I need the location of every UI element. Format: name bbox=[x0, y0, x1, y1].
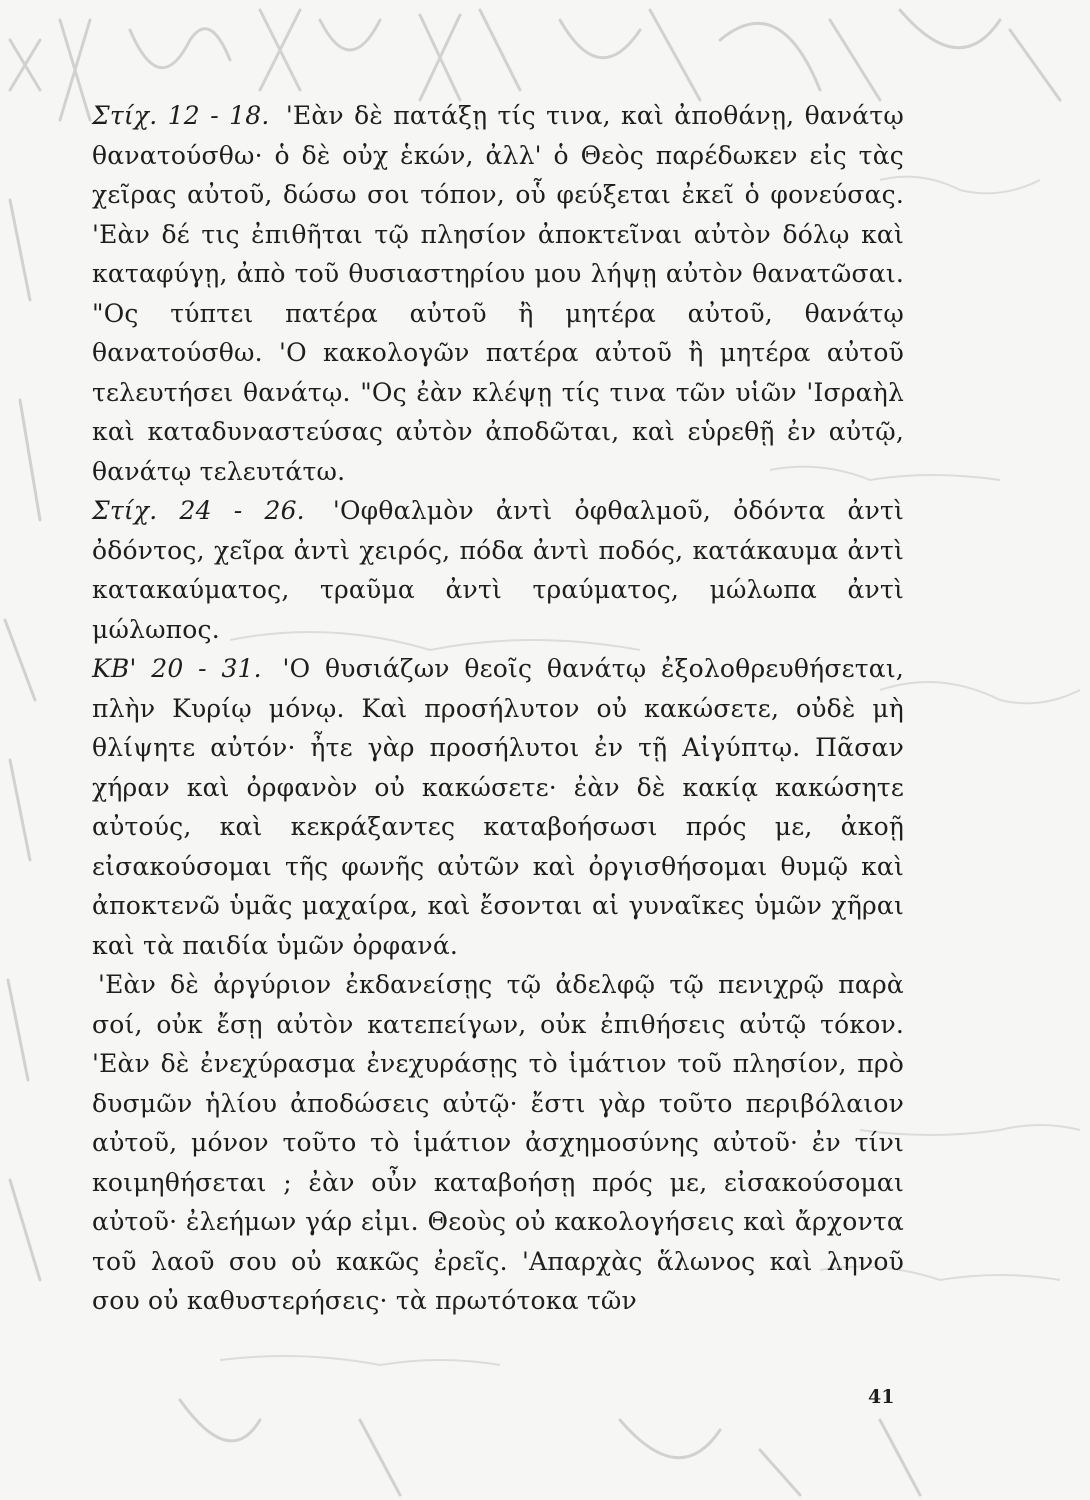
paragraph-1 bbox=[92, 96, 904, 491]
paragraph-3 bbox=[92, 649, 904, 965]
verse-reference: ΚΒ' 20 - 31. bbox=[92, 654, 262, 683]
paragraph-2 bbox=[92, 491, 904, 649]
paragraph-text: 'Εὰν δὲ πατάξῃ τίς τινα, καὶ ἀποθάνῃ, θανάτῳ θανατούσθω· ὁ δὲ οὐχ ἑκών, ἀλλ' ὁ Θεὸς παρέδωκεν εἰς τὰς χεῖρας αὐτοῦ, δώσω σοι τόπον, οὗ φεύξεται ἐκεῖ ὁ φονεύσας. 'Εὰν δέ τις ἐπιθῆται τῷ πλησίον ἀποκτεῖναι αὐτὸν δόλῳ καὶ καταφύγῃ, ἀπὸ τοῦ θυσιαστηρίου μου λήψῃ αὐτὸν θανατῶσαι. "Ος τύπτει πατέρα αὐτοῦ ἢ μητέρα αὐτοῦ, θανάτῳ θανατούσθω. 'Ο κακολογῶν πατέρα αὐτοῦ ἢ μητέρα αὐτοῦ τελευτήσει θανάτῳ. "Ος ἐὰν κλέψῃ τίς τινα τῶν υἱῶν 'Ισραὴλ καὶ καταδυναστεύσας αὐτὸν ἀποδῶται, καὶ εὑρεθῇ ἐν αὐτῷ, θανάτῳ τελευτάτω. bbox=[92, 101, 905, 486]
paragraph-text: 'Ο θυσιάζων θεοῖς θανάτῳ ἐξολοθρευθήσεται, πλὴν Κυρίῳ μόνῳ. Καὶ προσήλυτον οὐ κακώσετε, οὐδὲ μὴ θλίψητε αὐτόν· ἦτε γὰρ προσήλυτοι ἐν τῇ Αἰγύπτῳ. Πᾶσαν χήραν καὶ ὀρφανὸν οὐ κακώσετε· ἐὰν δὲ κακίᾳ κακώσητε αὐτούς, καὶ κεκράξαντες καταβοήσωσι πρός με, ἀκοῇ εἰσακούσομαι τῆς φωνῆς αὐτῶν καὶ ὀργισθήσομαι θυμῷ καὶ ἀποκτενῶ ὑμᾶς μαχαίρα, καὶ ἔσονται αἱ γυναῖκες ὑμῶν χῆραι καὶ τὰ παιδία ὑμῶν ὀρφανά. bbox=[92, 654, 904, 960]
paragraph-text: 'Οφθαλμὸν ἀντὶ ὀφθαλμοῦ, ὀδόντα ἀντὶ ὀδόντος, χεῖρα ἀντὶ χειρός, πόδα ἀντὶ ποδός, κατάκαυμα ἀντὶ κατακαύματος, τραῦμα ἀντὶ τραύματος, μώλωπα ἀντὶ μώλωπος. bbox=[92, 496, 904, 644]
verse-reference: Στίχ. 12 - 18. bbox=[92, 101, 270, 130]
paragraph-4 bbox=[92, 965, 904, 1321]
verse-reference: Στίχ. 24 - 26. bbox=[92, 496, 305, 525]
page-number: 41 bbox=[868, 1386, 895, 1408]
paragraph-text: 'Εὰν δὲ ἀργύριον ἐκδανείσῃς τῷ ἀδελφῷ τῷ πενιχρῷ παρὰ σοί, οὐκ ἔσῃ αὐτὸν κατεπείγων, οὐκ ἐπιθήσεις αὐτῷ τόκον. 'Εὰν δὲ ἐνεχύρασμα ἐνεχυράσῃς τὸ ἱμάτιον τοῦ πλησίον, πρὸ δυσμῶν ἡλίου ἀποδώσεις αὐτῷ· ἔστι γὰρ τοῦτο περιβόλαιον αὐτοῦ, μόνον τοῦτο τὸ ἱμάτιον ἀσχημοσύνης αὐτοῦ· ἐν τίνι κοιμηθήσεται ; ἐὰν οὖν καταβοήσῃ πρός με, εἰσακούσομαι αὐτοῦ· ἐλεήμων γάρ εἰμι. Θεοὺς οὐ κακολογήσεις καὶ ἄρχοντα τοῦ λαοῦ σου οὐ κακῶς ἐρεῖς. 'Απαρχὰς ἅλωνος καὶ ληνοῦ σου οὐ καθυστερήσεις· τὰ πρωτότοκα τῶν bbox=[92, 970, 904, 1315]
body-text bbox=[92, 96, 904, 1321]
